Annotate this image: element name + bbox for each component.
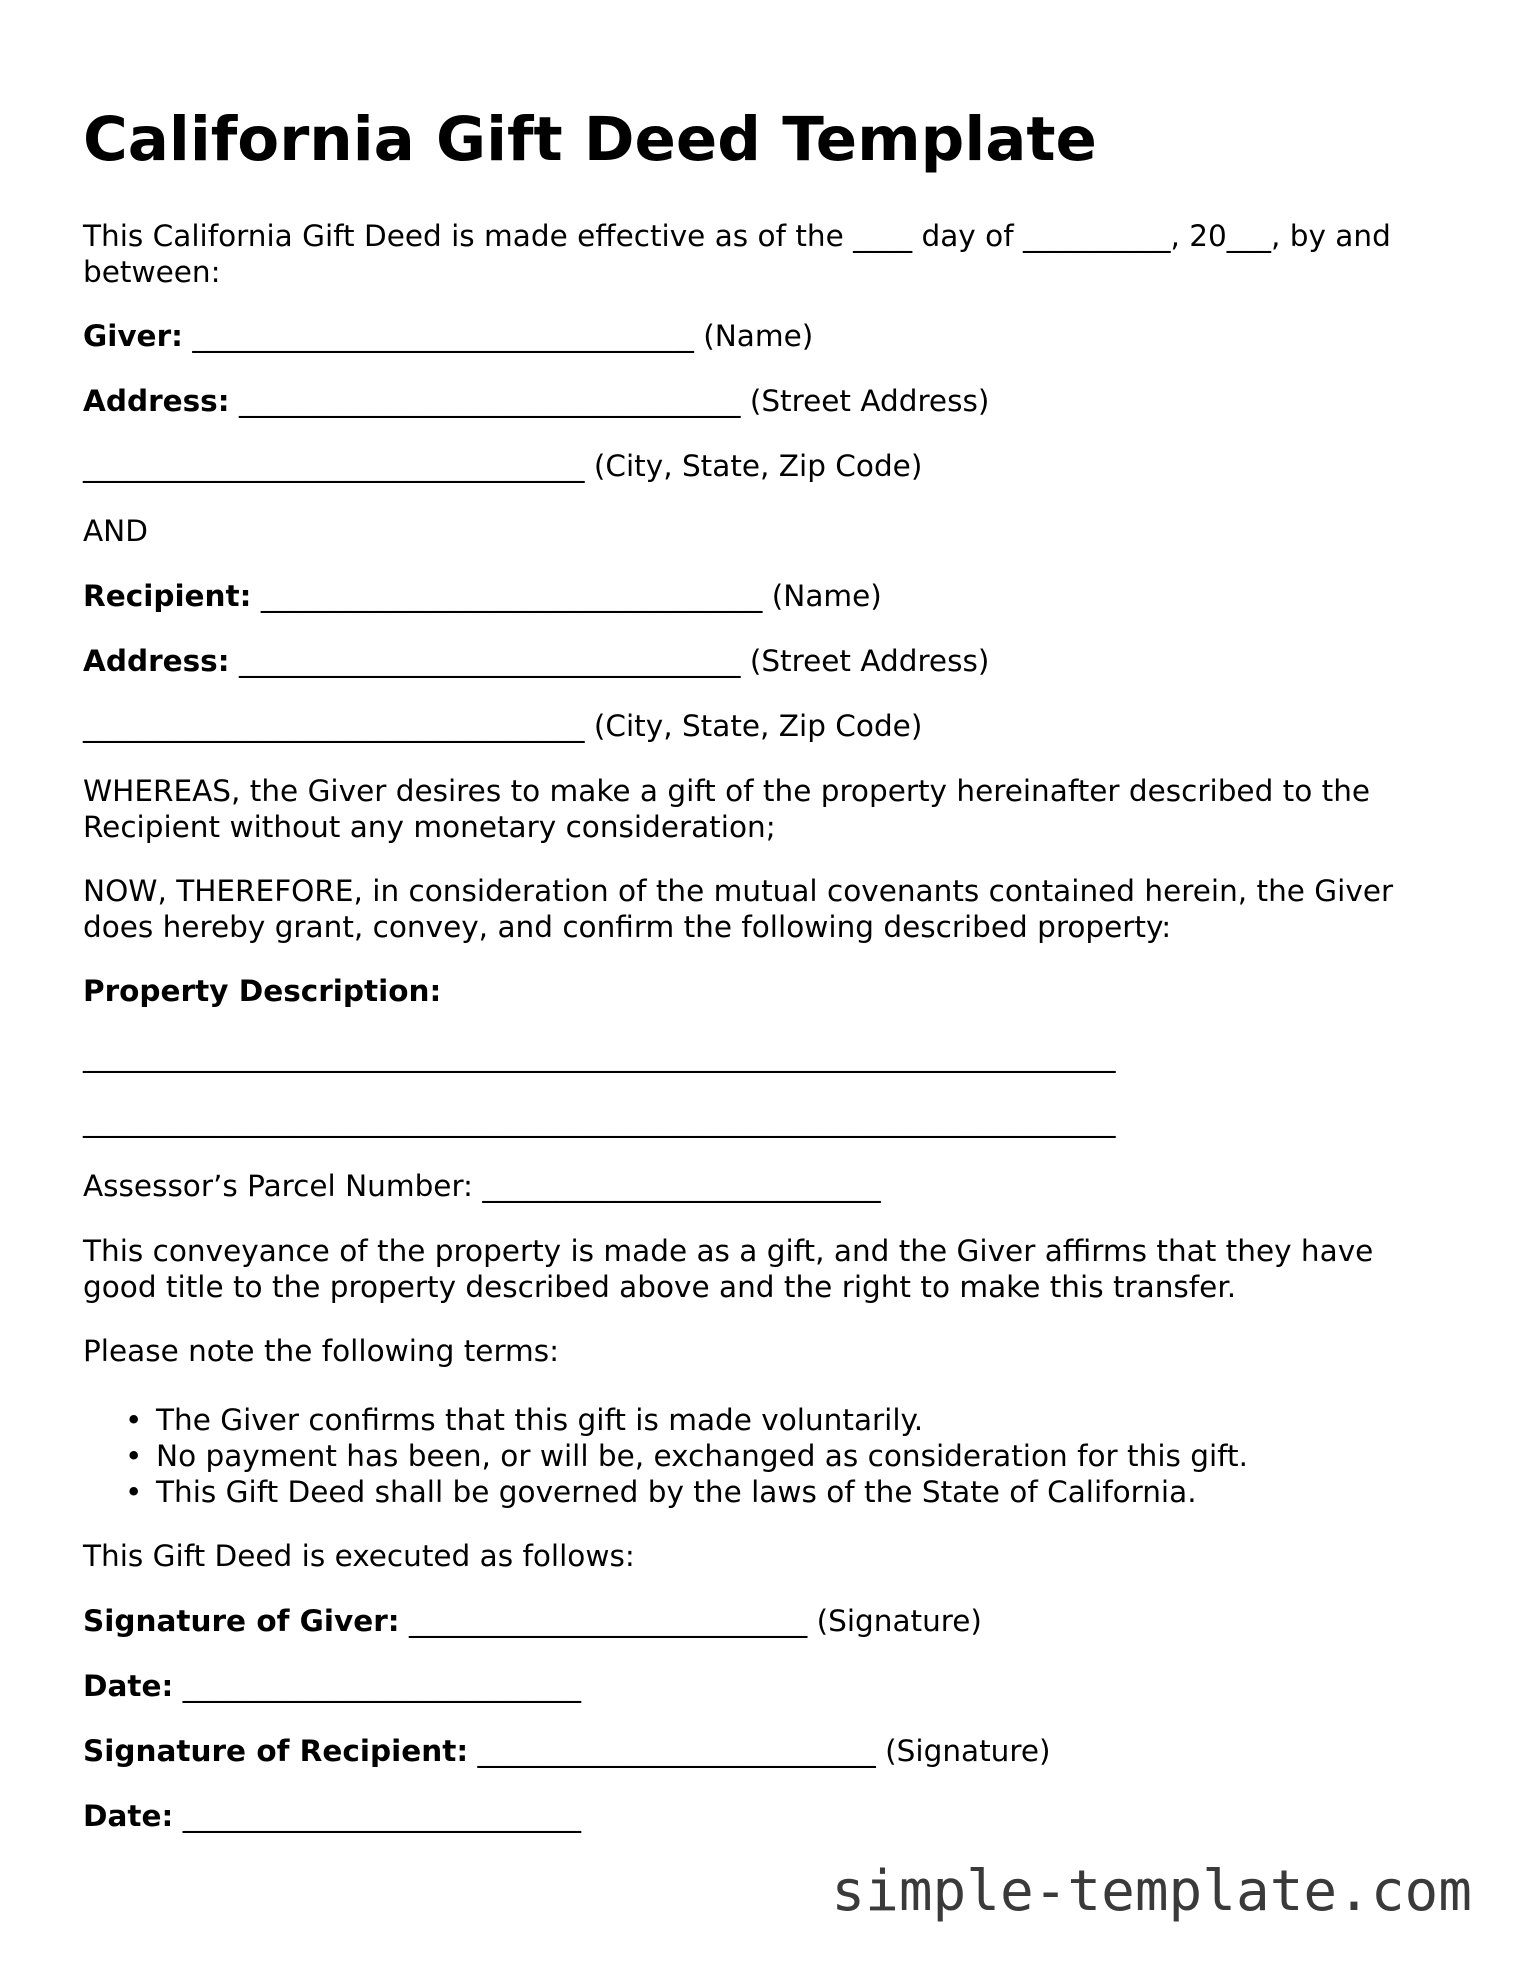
giver-name-field: __________________________________ (Name)	[192, 319, 814, 353]
recipient-signature-field: ___________________________ (Signature)	[477, 1734, 1051, 1768]
property-description-line-1: ______________________________________________________________________	[83, 1039, 1116, 1073]
document-title: California Gift Deed Template	[83, 104, 1097, 175]
recipient-signature-row	[83, 1733, 1051, 1769]
recipient-signature-label: Signature of Recipient:	[83, 1734, 469, 1768]
list-item: • No payment has been, or will be, exchanged as consideration for this gift.	[156, 1438, 1456, 1474]
recipient-address-field: __________________________________ (Street Address)	[238, 644, 990, 678]
giver-address-field: __________________________________ (Street Address)	[238, 384, 990, 418]
property-description-label: Property Description:	[83, 974, 442, 1008]
terms-intro: Please note the following terms:	[83, 1334, 560, 1368]
executed-statement: This Gift Deed is executed as follows:	[83, 1539, 635, 1573]
recipient-date-field: ___________________________	[182, 1799, 581, 1833]
giver-name-row	[83, 318, 813, 354]
giver-city-row: __________________________________ (City, State, Zip Code)	[83, 449, 923, 483]
property-description-line-2: ______________________________________________________________________	[83, 1104, 1116, 1138]
and-separator: AND	[83, 514, 148, 548]
giver-address-row	[83, 383, 989, 419]
giver-date-label: Date:	[83, 1669, 174, 1703]
giver-date-row	[83, 1668, 581, 1704]
site-watermark: simple-template.com	[831, 1859, 1472, 1924]
giver-date-field: ___________________________	[182, 1669, 581, 1703]
list-item: • This Gift Deed shall be governed by the laws of the State of California.	[156, 1474, 1456, 1510]
list-item: • The Giver confirms that this gift is made voluntarily.	[156, 1402, 1456, 1438]
recipient-address-label: Address:	[83, 644, 230, 678]
recipient-name-label: Recipient:	[83, 579, 252, 613]
recipient-city-row: __________________________________ (City, State, Zip Code)	[83, 709, 923, 743]
giver-signature-field: ___________________________ (Signature)	[408, 1604, 982, 1638]
giver-signature-label: Signature of Giver:	[83, 1604, 400, 1638]
conveyance-paragraph: This conveyance of the property is made as a gift, and the Giver affirms that they have good title to the property described above and the right to make this transfer.	[83, 1234, 1374, 1304]
intro-paragraph: This California Gift Deed is made effective as of the ____ day of __________, 20___, by and between:	[83, 219, 1391, 289]
giver-signature-row	[83, 1603, 982, 1639]
whereas-paragraph: WHEREAS, the Giver desires to make a gift of the property hereinafter described to the Recipient without any monetary consideration;	[83, 774, 1371, 844]
recipient-date-label: Date:	[83, 1799, 174, 1833]
parcel-number-row: Assessor’s Parcel Number: ___________________________	[83, 1169, 881, 1203]
terms-list	[83, 1402, 1456, 1510]
recipient-address-row	[83, 643, 989, 679]
now-therefore-paragraph: NOW, THEREFORE, in consideration of the mutual covenants contained herein, the Giver does hereby grant, convey, and confirm the following described property:	[83, 874, 1394, 944]
recipient-date-row	[83, 1798, 581, 1834]
recipient-name-field: __________________________________ (Name)	[260, 579, 882, 613]
recipient-name-row	[83, 578, 882, 614]
giver-name-label: Giver:	[83, 319, 183, 353]
giver-address-label: Address:	[83, 384, 230, 418]
